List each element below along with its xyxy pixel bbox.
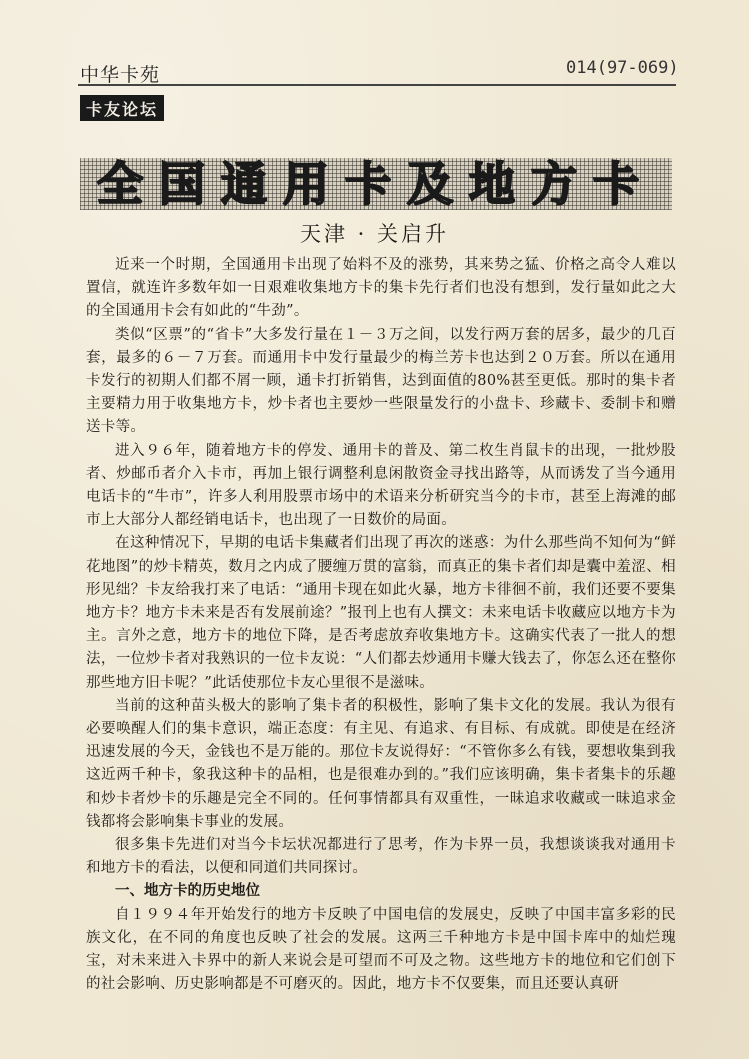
issue-code: 014(97-069) (566, 58, 679, 78)
paragraph-4: 在这种情况下，早期的电话卡集藏者们出现了再次的迷惑：为什么那些尚不知何为“鲜花地图”的炒卡精英，数月之内成了腰缠万贯的富翁，而真正的集卡者们却是囊中羞涩、相形见绌？卡友给我打来了电话：“通用卡现在如此火暴，地方卡徘徊不前，我们还要不要集地方卡？地方卡未来是否有发展前途？”报刊上也有人撰文：未来电话卡收藏应以地方卡为主。言外之意，地方卡的地位下降，是否考虑放弃收集地方卡。这确实代表了一批人的想法，一位炒卡者对我熟识的一位卡友说：“人们都去炒通用卡赚大钱去了，你怎么还在整你那些地方旧卡呢？”此话使那位卡友心里很不是滋味。 (86, 535, 676, 691)
section-tag: 卡友论坛 (80, 95, 164, 121)
article-body (86, 254, 676, 997)
section-paragraph-1: 自１９９４年开始发行的地方卡反映了中国电信的发展史，反映了中国丰富多彩的民族文化，在不同的角度也反映了社会的发展。这两三千种地方卡是中国卡库中的灿烂瑰宝，对未来进入卡界中的新人来说会是可望而不可及之物。这些地方卡的地位和它们创下的社会影响、历史影响都是不可磨灭的。因此，地方卡不仅要集，而且还要认真研 (86, 906, 676, 993)
paragraph-5: 当前的这种苗头极大的影响了集卡者的积极性，影响了集卡文化的发展。我认为很有必要唤醒人们的集卡意识，端正态度：有主见、有追求、有目标、有成就。即使是在经济迅速发展的今天，金钱也不是万能的。那位卡友说得好：“不管你多么有钱，要想收集到我这近两千种卡，象我这种卡的品相，也是很难办到的。”我们应该明确，集卡者集卡的乐趣和炒卡者炒卡的乐趣是完全不同的。任何事情都具有双重性，一昧追求收藏或一昧追求金钱都将会影响集卡事业的发展。 (86, 697, 676, 830)
header-divider (78, 84, 676, 86)
paragraph-6: 很多集卡先进们对当今卡坛状况都进行了思考，作为卡界一员，我想谈谈我对通用卡和地方卡的看法，以便和同道们共同探讨。 (86, 837, 676, 877)
magazine-name: 中华卡苑 (80, 64, 161, 86)
article-title: 全国通用卡及地方卡 (97, 158, 655, 210)
paragraph-2: 类似“区票”的“省卡”大多发行量在１－３万之间，以发行两万套的居多，最少的几百套，最多的６－７万套。而通用卡中发行量最少的梅兰芳卡也达到２０万套。所以在通用卡发行的初期人们都不屑一顾，通卡打折销售，达到面值的80%甚至更低。那时的集卡者主要精力用于收集地方卡，炒卡者也主要炒一些限量发行的小盘卡、珍藏卡、委制卡和赠送卡等。 (86, 326, 676, 436)
paragraph-3: 进入９６年，随着地方卡的停发、通用卡的普及、第二枚生肖鼠卡的出现，一批炒股者、炒邮币者介入卡市，再加上银行调整利息闲散资金寻找出路等，从而诱发了当今通用电话卡的“牛市”，许多人利用股票市场中的术语来分析研究当今的卡市，甚至上海滩的邮市上大部分人都经销电话卡，也出现了一日数价的局面。 (86, 442, 676, 529)
section-heading: 一、地方卡的历史地位 (115, 883, 260, 900)
title-banner (80, 158, 672, 210)
paragraph-1: 近来一个时期，全国通用卡出现了始料不及的涨势，其来势之猛、价格之高令人难以置信，就连许多数年如一日艰难收集地方卡的集卡先行者们也没有想到，发行量如此之大的全国通用卡会有如此的“牛劲”。 (86, 257, 676, 320)
article-byline: 天津 · 关启升 (299, 222, 450, 246)
